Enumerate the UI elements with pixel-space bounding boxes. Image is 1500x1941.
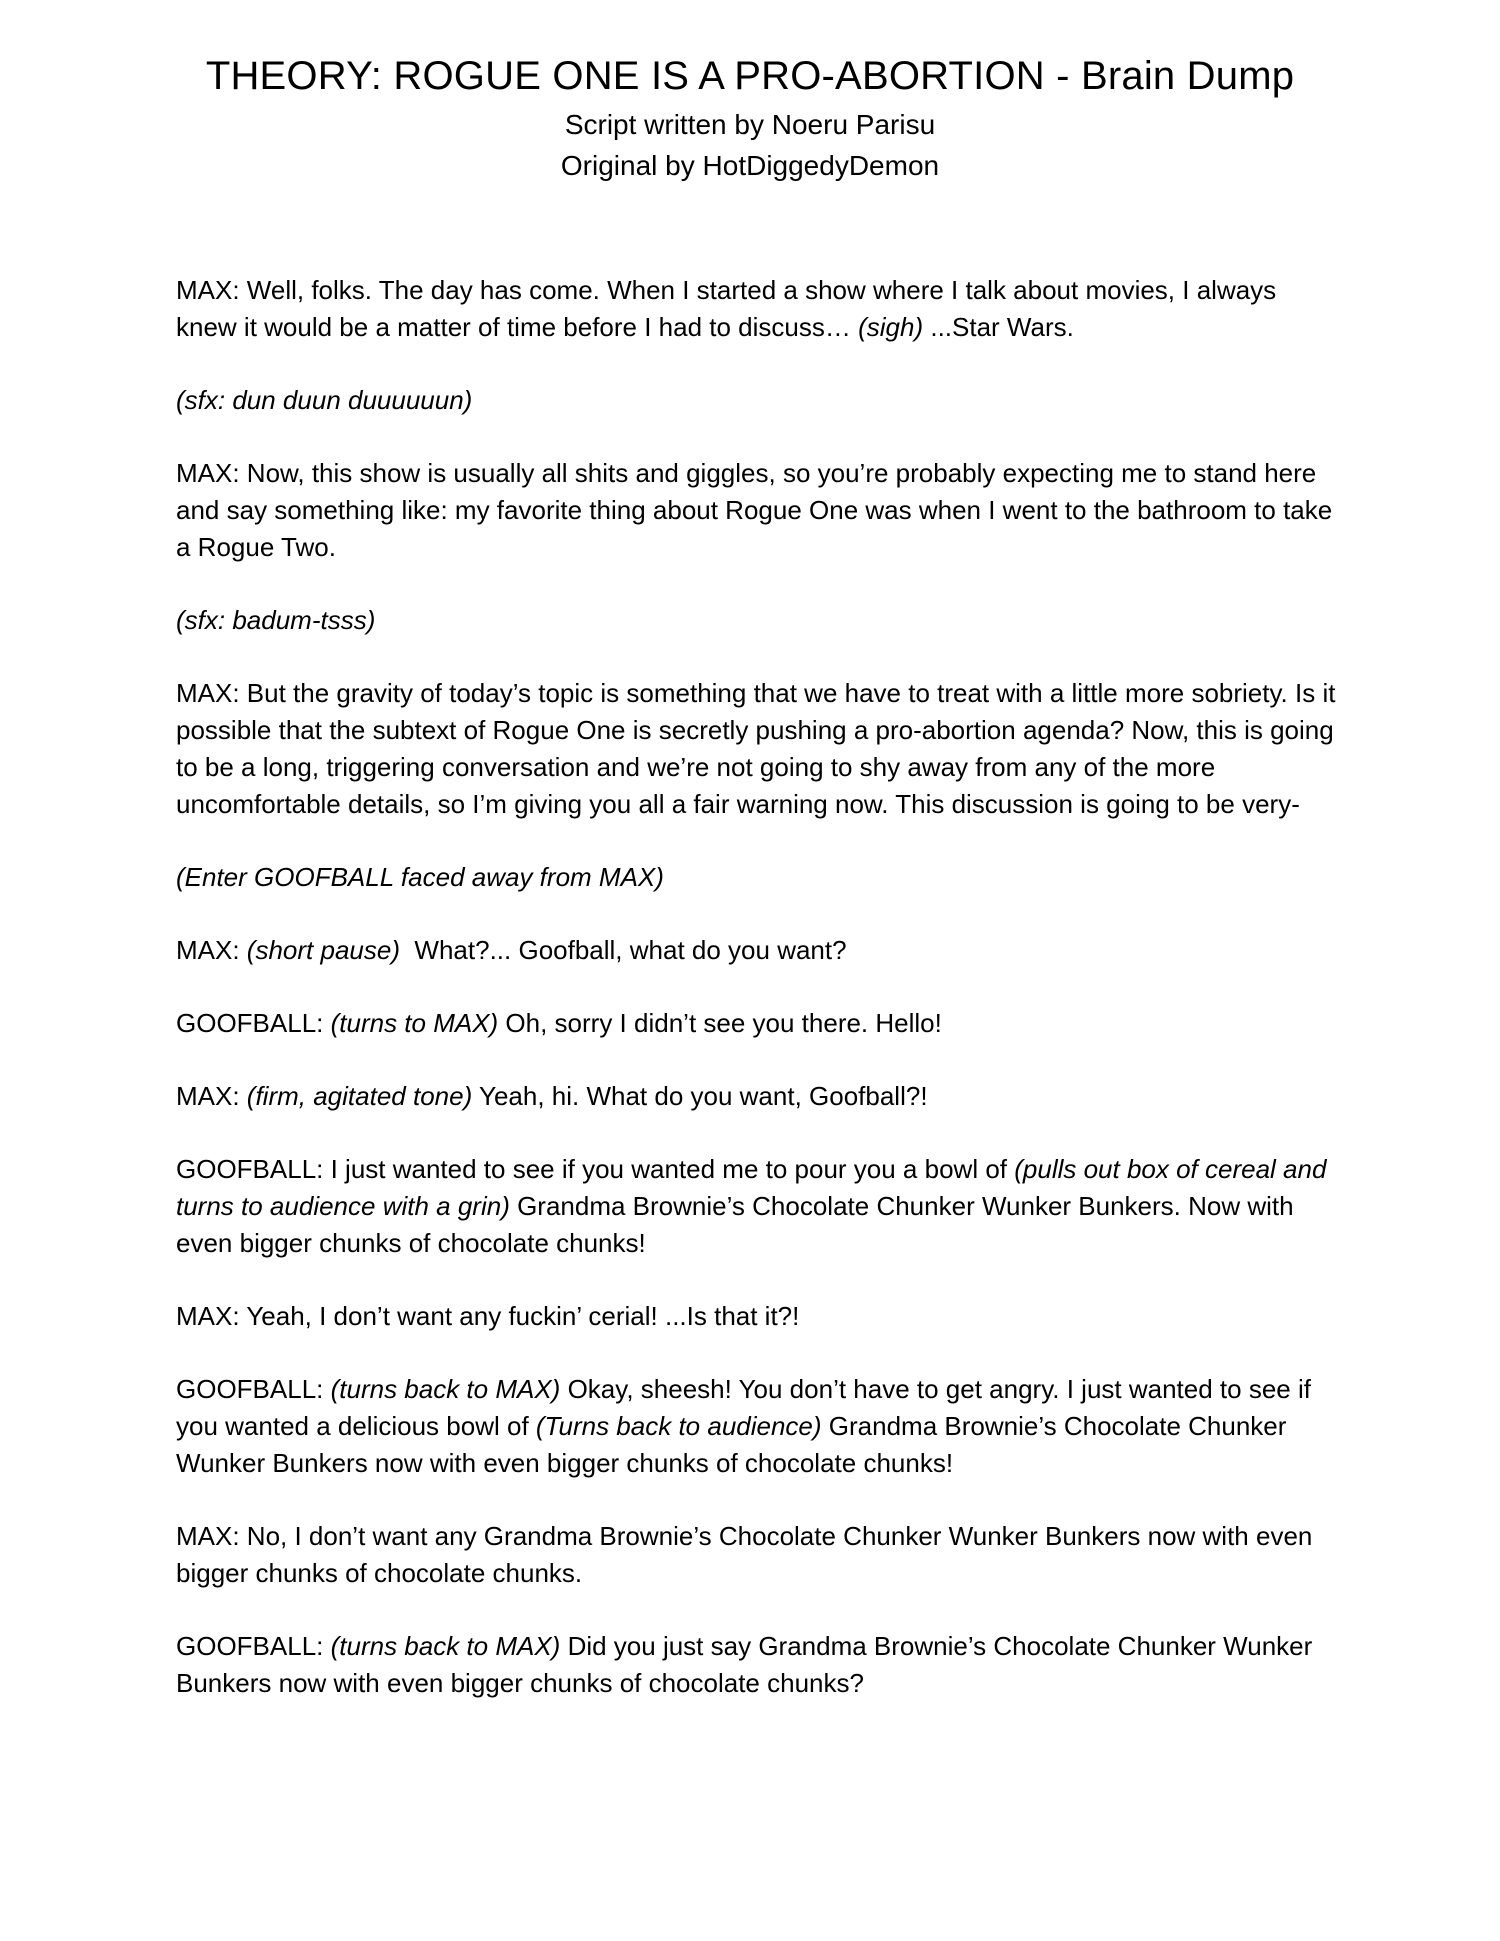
dialogue-paragraph (176, 1078, 1336, 1115)
dialogue-text: What?... Goofball, what do you want? (399, 935, 847, 965)
stage-direction: (firm, agitated tone) (246, 1081, 473, 1111)
dialogue-text: MAX: (176, 935, 247, 965)
written-by-line: Script written by Noeru Parisu (564, 109, 936, 140)
dialogue-text: GOOFBALL: (176, 1631, 331, 1661)
dialogue-text: Grandma Brownie’s Chocolate Chunker Wunker Bunkers now with even bigger chunks of chocolate chunks! (176, 1411, 1287, 1478)
dialogue-text: Okay, sheesh! You don’t have to get angry. I just wanted to see if you wanted a delicious bowl of (176, 1374, 1311, 1441)
stage-direction: (turns back to MAX) (330, 1631, 561, 1661)
stage-direction: (turns back to MAX) (330, 1374, 561, 1404)
stage-direction: (turns to MAX) (330, 1008, 499, 1038)
stage-direction: (short pause) (246, 935, 400, 965)
dialogue-paragraph (176, 272, 1336, 346)
document-title: THEORY: ROGUE ONE IS A PRO-ABORTION - Brain Dump (205, 54, 1295, 98)
stage-direction: (Turns back to audience) (535, 1411, 822, 1441)
dialogue-paragraph (176, 1005, 1336, 1042)
dialogue-text: GOOFBALL: (176, 1374, 331, 1404)
stage-direction: (pulls out box of cereal and turns to audience with a grin) (176, 1154, 1327, 1221)
stage-direction: (sigh) (858, 312, 924, 342)
dialogue-text: ...Star Wars. (923, 312, 1074, 342)
dialogue-paragraph: MAX: Now, this show is usually all shits and giggles, so you’re probably expecting me to stand here and say something like: my favorite thing about Rogue One was when I went to the bathroom to take a Rogue Two. (176, 458, 1333, 562)
dialogue-text: MAX: Well, folks. The day has come. When I started a show where I talk about movies, I always knew it would be a matter of time before I had to discuss… (176, 275, 1277, 342)
dialogue-text: Yeah, hi. What do you want, Goofball?! (472, 1081, 928, 1111)
dialogue-paragraph: MAX: Yeah, I don’t want any fuckin’ cerial! ...Is that it?! (176, 1301, 800, 1331)
dialogue-paragraph (176, 1371, 1336, 1482)
dialogue-text: MAX: (176, 1081, 247, 1111)
dialogue-paragraph (176, 932, 1336, 969)
dialogue-paragraph: MAX: But the gravity of today’s topic is something that we have to treat with a little more sobriety. Is it possible that the subtext of Rogue One is secretly pushing a pro-abortion agenda? Now, this is going to be a long, triggering conversation and we’re not going to shy away from any of the more uncomfortable details, so I’m giving you all a fair warning now. This discussion is going to be very- (176, 678, 1336, 819)
script-body (176, 272, 1336, 1702)
document-header (0, 48, 1500, 186)
dialogue-text: GOOFBALL: I just wanted to see if you wanted me to pour you a bowl of (176, 1154, 1015, 1184)
sound-effect-direction: (sfx: badum-tsss) (176, 605, 376, 635)
dialogue-text: Oh, sorry I didn’t see you there. Hello! (498, 1008, 942, 1038)
stage-direction-paragraph: (Enter GOOFBALL faced away from MAX) (176, 862, 664, 892)
dialogue-paragraph (176, 1151, 1336, 1262)
dialogue-paragraph: MAX: No, I don’t want any Grandma Brownie’s Chocolate Chunker Wunker Bunkers now with even bigger chunks of chocolate chunks. (176, 1521, 1313, 1588)
dialogue-text: Grandma Brownie’s Chocolate Chunker Wunker Bunkers. Now with even bigger chunks of chocolate chunks! (176, 1191, 1294, 1258)
original-by-line: Original by HotDiggedyDemon (560, 150, 940, 181)
dialogue-paragraph (176, 1628, 1336, 1702)
sound-effect-direction: (sfx: dun duun duuuuuun) (176, 385, 473, 415)
dialogue-text: Did you just say Grandma Brownie’s Chocolate Chunker Wunker Bunkers now with even bigger chunks of chocolate chunks? (176, 1631, 1313, 1698)
dialogue-text: GOOFBALL: (176, 1008, 331, 1038)
